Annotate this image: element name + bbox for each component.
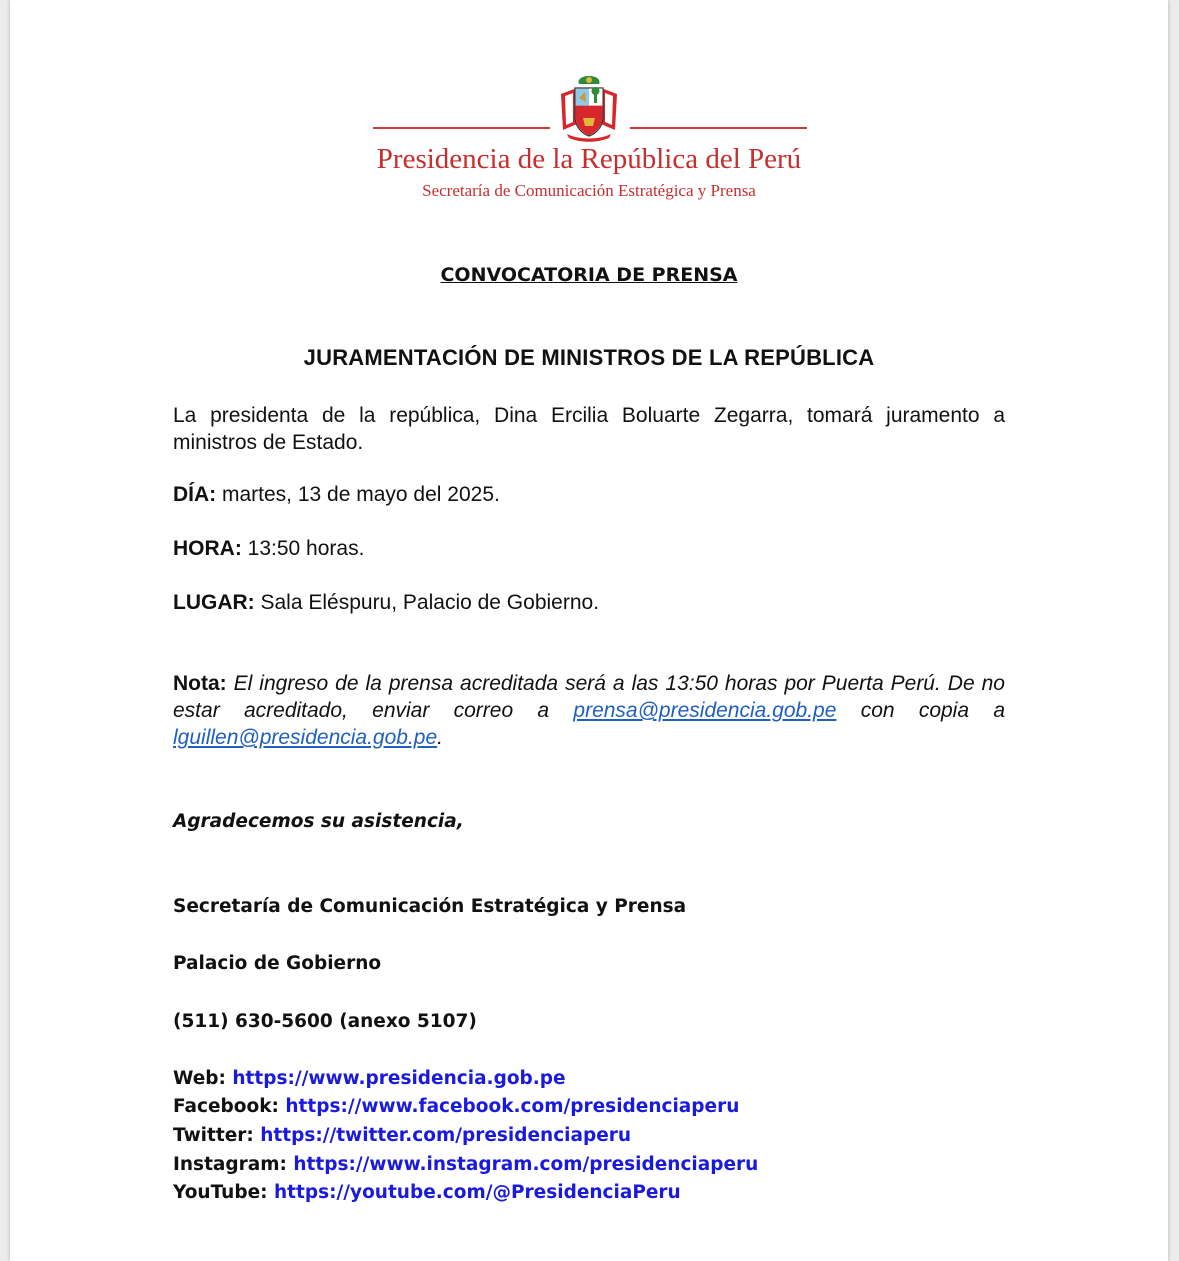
header-rule-right [630,127,807,129]
signature-place: Palacio de Gobierno [173,953,382,974]
note-label: Nota: [173,672,227,695]
day-label: DÍA: [173,483,217,506]
institution-subtitle: Secretaría de Comunicación Estratégica y Prensa [422,181,756,200]
social-twitter [173,1125,631,1146]
social-web-link[interactable]: https://www.presidencia.gob.pe [232,1068,566,1089]
social-facebook-label: Facebook: [173,1096,279,1117]
press-email-link[interactable]: prensa@presidencia.gob.pe [573,699,837,722]
note-text-3: . [437,726,444,749]
copy-email-link[interactable]: lguillen@presidencia.gob.pe [173,726,438,749]
place-line [173,589,1005,616]
time-label: HORA: [173,537,242,560]
social-web [173,1068,566,1089]
social-twitter-link[interactable]: https://twitter.com/presidenciaperu [260,1125,632,1146]
thanks-line: Agradecemos su asistencia, [173,811,464,832]
day-value: martes, 13 de mayo del 2025. [216,483,500,506]
signature-office: Secretaría de Comunicación Estratégica y Prensa [173,896,687,917]
social-youtube [173,1182,681,1203]
time-value: 13:50 horas. [241,537,365,560]
place-label: LUGAR: [173,591,255,614]
social-facebook [173,1096,739,1117]
time-line [173,535,1005,562]
social-instagram-label: Instagram: [173,1154,287,1175]
signature-phone: (511) 630-5600 (anexo 5107) [173,1011,477,1032]
social-youtube-link[interactable]: https://youtube.com/@PresidenciaPeru [273,1182,681,1203]
note-paragraph [173,670,1005,751]
social-youtube-label: YouTube: [173,1182,268,1203]
social-instagram [173,1154,758,1175]
day-line [173,481,1005,508]
document-type: CONVOCATORIA DE PRENSA [440,264,738,286]
peru-coat-of-arms-icon [555,72,623,144]
institution-name: Presidencia de la República del Perú [376,143,802,175]
note-text-2: con copia a [836,699,1005,722]
intro-paragraph: La presidenta de la república, Dina Ercilia Boluarte Zegarra, tomará juramento a ministros de Estado. [173,404,1005,454]
social-web-label: Web: [173,1068,226,1089]
social-twitter-label: Twitter: [173,1125,254,1146]
note-text-1: El ingreso de la prensa acreditada será a las 13:50 horas por Puerta Perú. De no estar acreditado, enviar correo a [173,672,1005,722]
document-page [10,0,1168,1261]
social-facebook-link[interactable]: https://www.facebook.com/presidenciaperu [285,1096,740,1117]
header-rule-left [373,127,550,129]
place-value: Sala Eléspuru, Palacio de Gobierno. [254,591,600,614]
social-instagram-link[interactable]: https://www.instagram.com/presidenciaperu [293,1154,759,1175]
document-headline: JURAMENTACIÓN DE MINISTROS DE LA REPÚBLICA [303,345,875,370]
